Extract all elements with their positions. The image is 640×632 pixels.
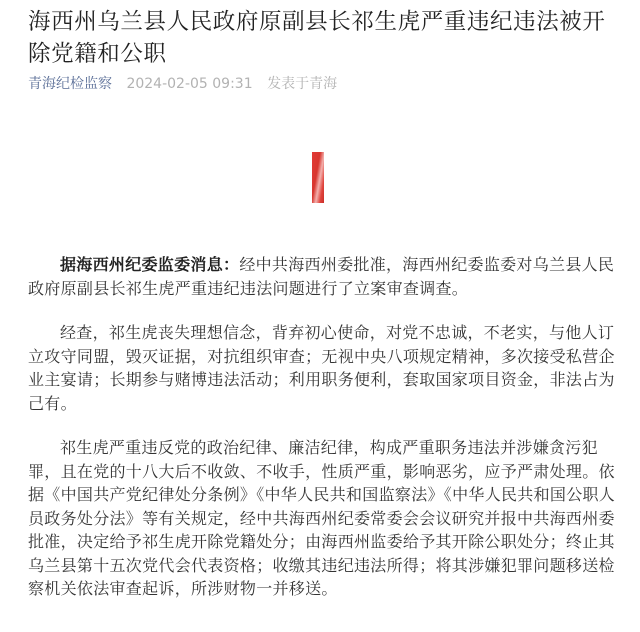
paragraph: 经查，祁生虎丧失理想信念，背弃初心使命，对党不忠诚，不老实，与他人订立攻守同盟，毁灭证据，对抗组织审查；无视中央八项规定精神，多次接受私营企业主宴请；长期参与赌博违法活动；利用职务便利，套取国家项目资金，非法占为己有。 xyxy=(28,323,615,413)
paragraph-text: 经中共海西州委批准，海西州纪委监委对乌兰县人民政府原副县长祁生虎严重违纪违法问题进行了立案审查调查。 xyxy=(28,255,615,298)
paragraph xyxy=(28,253,618,300)
publish-datetime: 2024-02-05 09:31 xyxy=(126,76,253,92)
paragraph: 祁生虎严重违反党的政治纪律、廉洁纪律，构成严重职务违法并涉嫌贪污犯罪，且在党的十八大后不收敛、不收手，性质严重，影响恶劣，应予严肃处理。依据《中国共产党纪律处分条例》《中华人民共和国监察法》《中华人民共和国公职人员政务处分法》等有关规定，经中共海西州纪委常委会会议研究并报中共海西州委批准，决定给予祁生虎开除党籍处分；由海西州监委给予其开除公职处分；终止其乌兰县第十五次党代会代表资格；收缴其违纪违法所得；将其涉嫌犯罪问题移送检察机关依法审查起诉，所涉财物一并移送。 xyxy=(28,438,616,598)
account-name-link[interactable]: 青海纪检监察 xyxy=(28,76,112,92)
publish-location: 发表于青海 xyxy=(267,76,338,92)
article-meta xyxy=(28,74,337,94)
article-body xyxy=(28,253,618,622)
paragraph-lead: 据海西州纪委监委消息： xyxy=(60,255,240,274)
article-image[interactable] xyxy=(312,152,324,203)
article-title: 海西州乌兰县人民政府原副县长祁生虎严重违纪违法被开除党籍和公职 xyxy=(28,9,606,67)
